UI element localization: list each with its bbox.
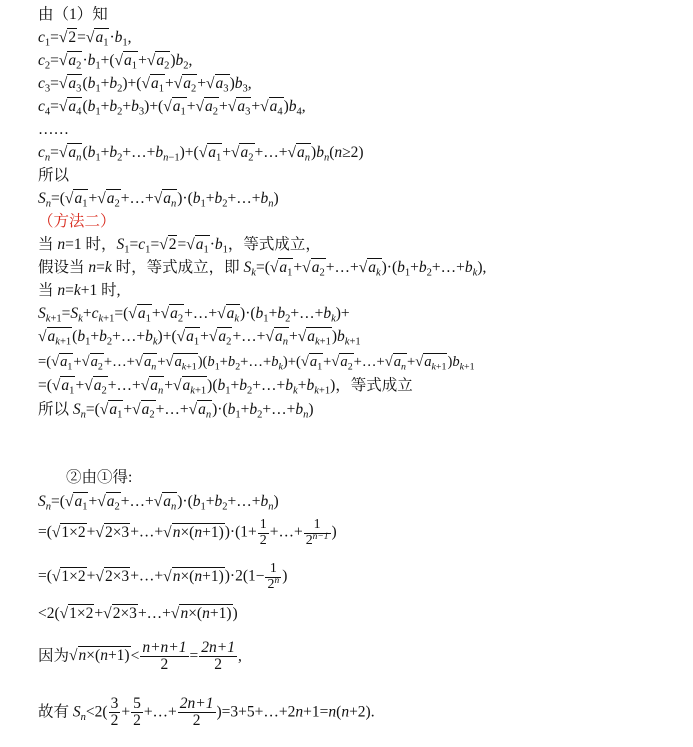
line-geometric: =(√ 1×2+√ 2×3+…+√ n×(n+1))·2(1− $\frac{1}{2^n}$ ) <box>38 562 287 592</box>
line-c4: $c_4=√$ $a_4(b_1+b_2+b_3)+(√$ $a_1+√$ $a_2+√$ $a_3+√$ $a_4)b_4$, <box>38 97 306 117</box>
line-by-part-1: 由（1）知 <box>38 6 108 23</box>
line-substitute: =(√ 1×2+√ 2×3+…+√ n×(n+1))·(1+ $\frac{1}{2}$ +…+ $\frac{1}{2^{n-1}}$ ) <box>38 518 337 548</box>
line-c1: $c_1=√$ 2=√ $a_1\cdot b_1$, <box>38 28 132 48</box>
line-cn: $c_n=√$ $a_n(b_1+b_2+\dots+b_{n-1})+(√$ $a_1+√$ $a_2+\dots+√$ $a_n)b_n(n\ge 2)$ <box>38 143 364 163</box>
line-therefore: 所以 <box>38 167 70 184</box>
line-base-case: 当 n=1 时，$S_1=c_1=√$ 2=√ $a_1\cdot b_1$，等式成立， <box>38 235 321 255</box>
line-sn-restate: $S_n=(√$ $a_1+√$ $a_2+\dots+√$ $a_n)\cdot(b_1+b_2+\dots+b_n)$ <box>38 492 279 512</box>
line-conclude-step: =(√ $a_1+√$ $a_2+\dots+√$ $a_n+√$ $a_{k+1})(b_1+b_2+\dots+b_k+b_{k+1})$，等式成立 <box>38 376 413 396</box>
line-upper-bound: <2(√ 1×2+√ 2×3+…+√ n×(n+1)) <box>38 604 238 624</box>
line-c3: $c_3=√$ $a_3(b_1+b_2)+(√$ $a_1+√$ $a_2+√$ $a_3)b_3$, <box>38 74 252 94</box>
line-c2: $c_2=√$ $a_2\cdot b_1+(√$ $a_1+√$ $a_2)b_2$, <box>38 51 192 71</box>
line-hypothesis: 假设当 n=k 时，等式成立，即 $S_k=(√$ $a_1+√$ $a_2+\dots+√$ $a_k)\cdot(b_1+b_2+\dots+b_k)$, <box>38 258 486 278</box>
line-so-sn: 所以 $S_n=(√$ $a_1+√$ $a_2+\dots+√$ $a_n)\cdot(b_1+b_2+\dots+b_n)$ <box>38 400 314 420</box>
line-final: 故有 $S_n<2$( $\frac{3}{2}$ + $\frac{5}{2}$ +…+ $\frac{2n+1}{2}$ )=3+5+…+2n+1=n(n+2). <box>38 695 375 730</box>
part-two-heading: ②由①得: <box>66 469 133 486</box>
line-sn-result: $S_n=(√$ $a_1+√$ $a_2+\dots+√$ $a_n)\cdot(b_1+b_2+\dots+b_n)$ <box>38 189 279 209</box>
line-sk1-cont: √ $a_{k+1}(b_1+b_2+\dots+b_k)+(√$ $a_1+√$ $a_2+\dots+√$ $a_n+√$ $a_{k+1})b_{k+1}$ <box>38 327 361 347</box>
method-two-heading: （方法二） <box>38 213 116 230</box>
line-ellipsis: …… <box>38 121 69 138</box>
line-amgm: 因为√ n×(n+1)< $\frac{n+n+1}{2}$ = $\frac{2n+1}{2}$ , <box>38 640 242 674</box>
line-regroup: =(√ $a_1+√$ $a_2+\dots+√$ $a_n+√$ $a_{k+1})(b_1+b_2+\dots+b_k)+(√$ $a_1+√$ $a_2+\dots+√$ $a_n+√$ $a_{k+1})b_{k+1}$ <box>38 352 475 372</box>
line-sk1: $S_{k+1}=S_k+c_{k+1}=(√$ $a_1+√$ $a_2+\dots+√$ $a_k)\cdot(b_1+b_2+\dots+b_k)+$ <box>38 304 350 324</box>
line-step: 当 n=k+1 时, <box>38 282 121 299</box>
